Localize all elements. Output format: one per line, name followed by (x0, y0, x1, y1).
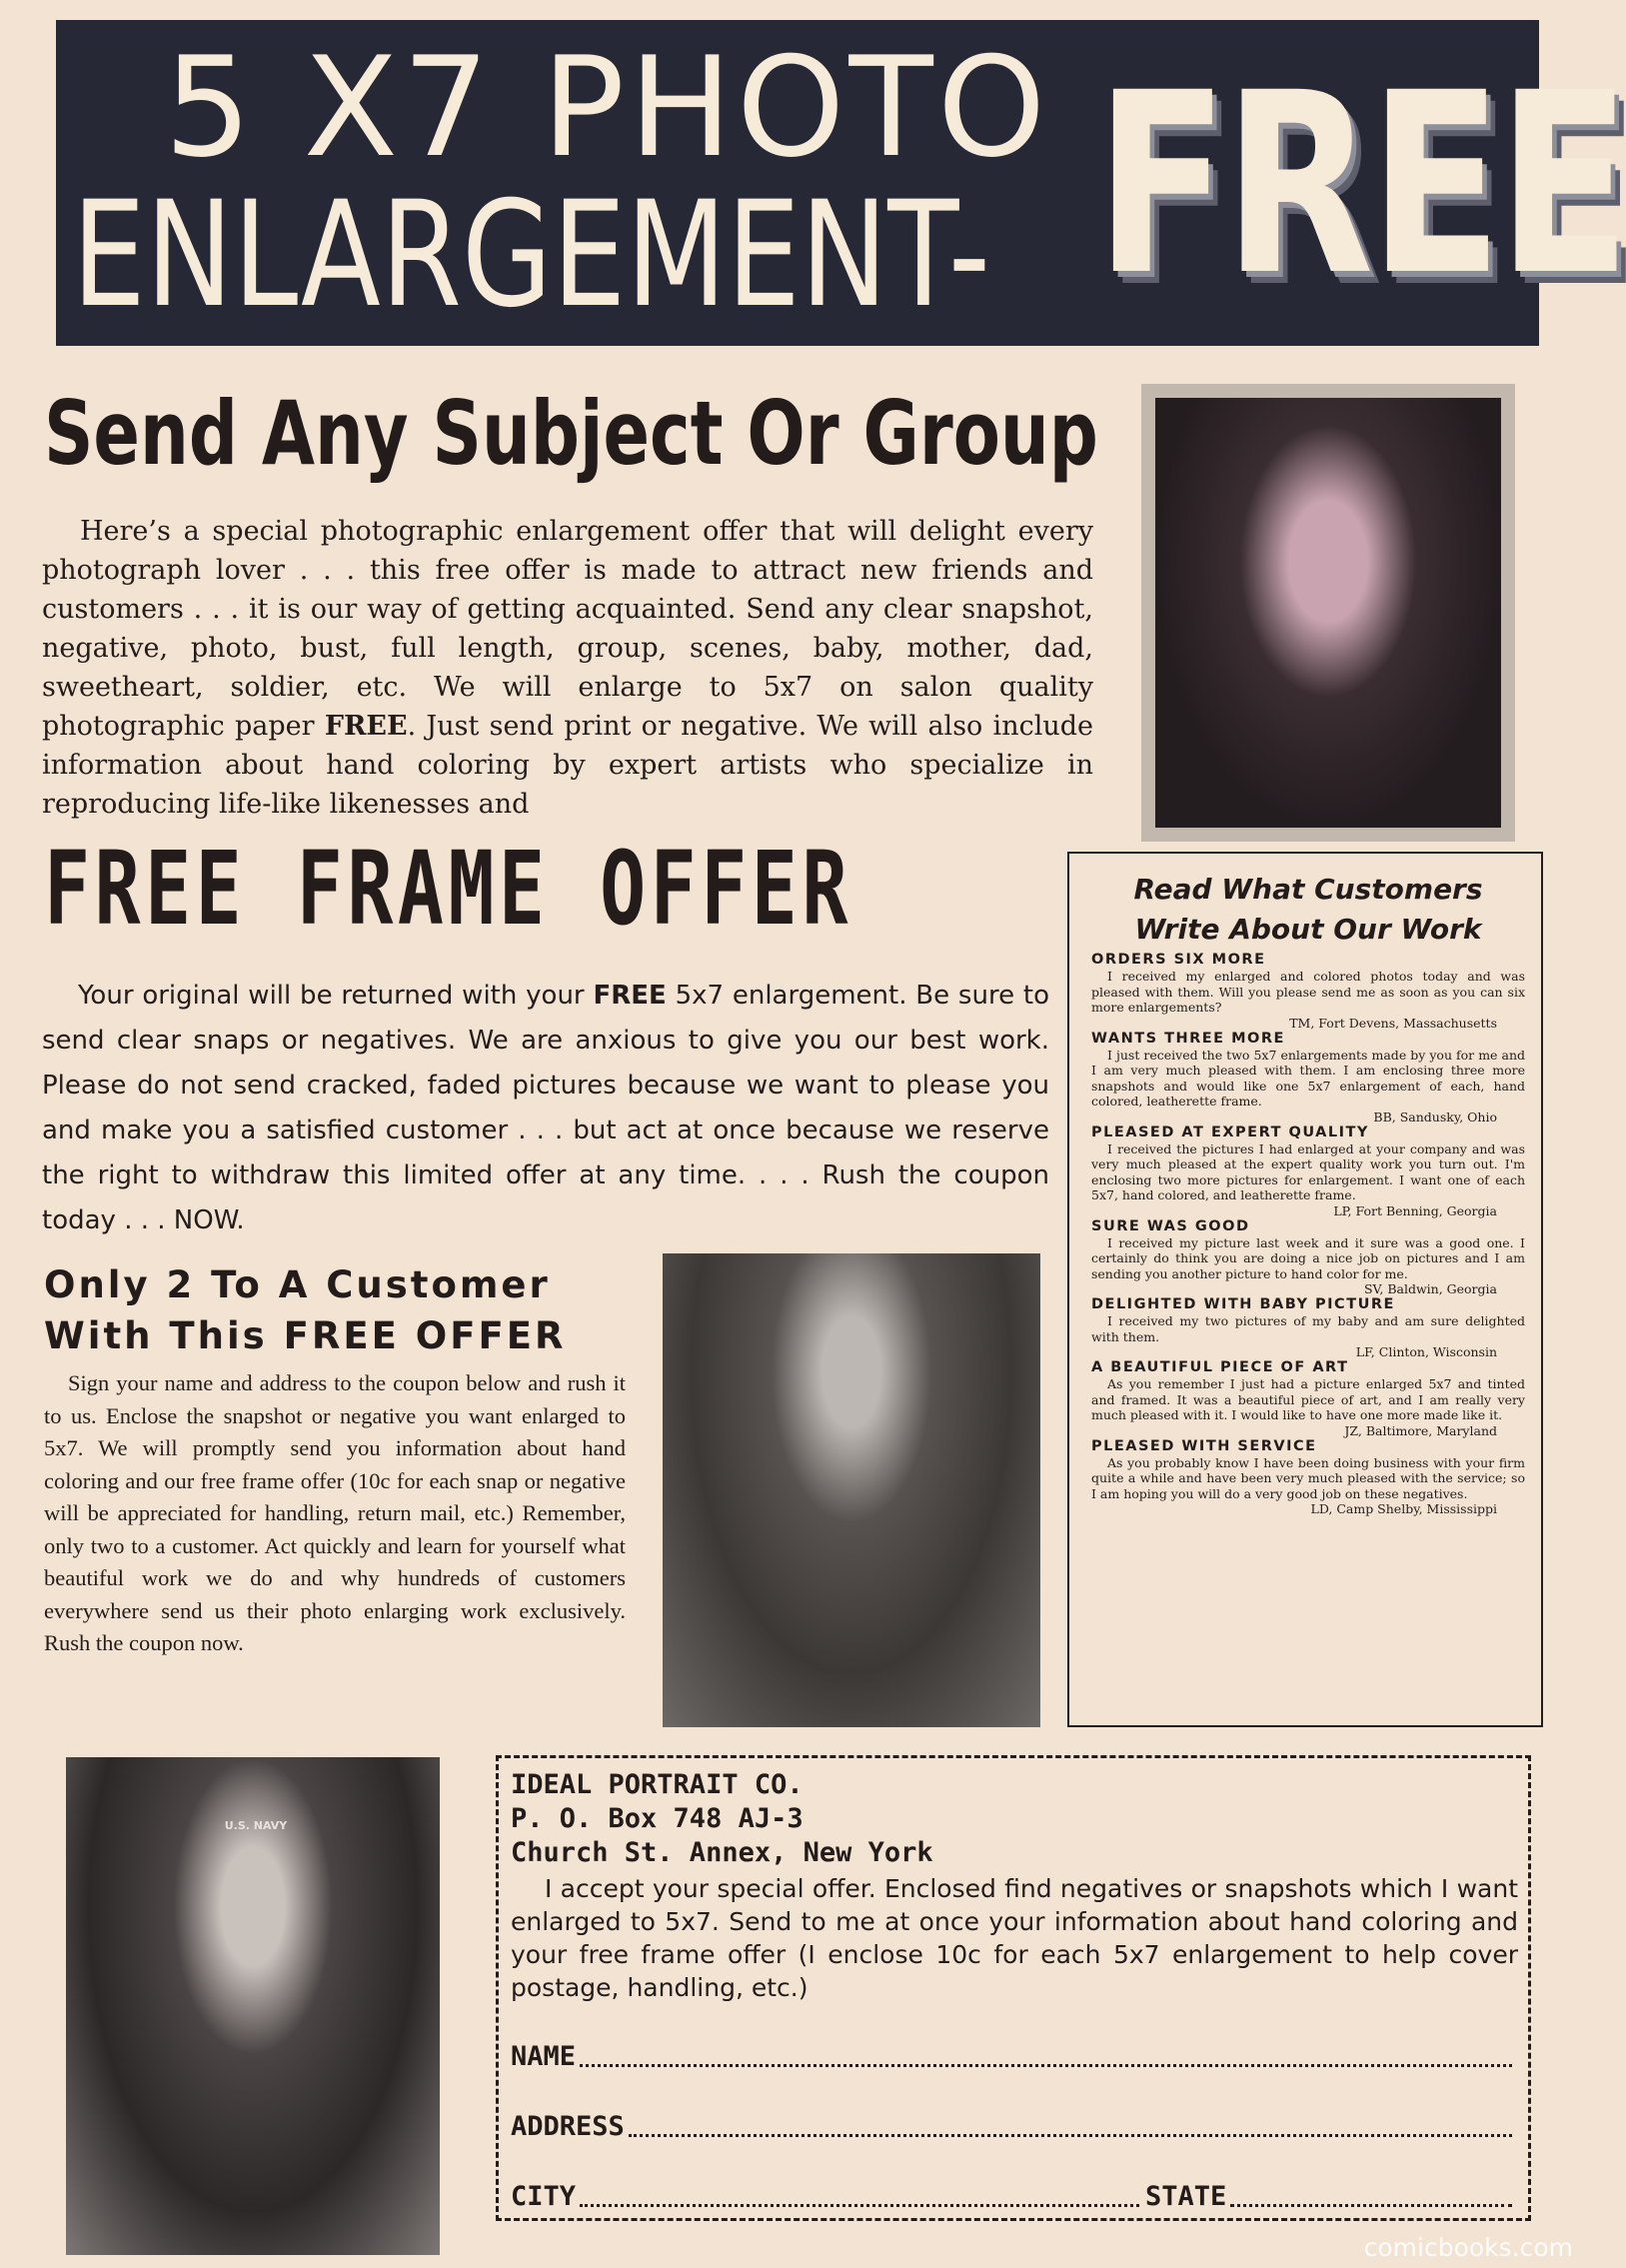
intro-text-a: Here’s a special photographic enlargement offer that will delight every photograph lover . . . this free offer is made to attract new friends and customers . . . it is our way of getting acquainted. Send any clear snapshot, negative, photo, bust, full length, group, scenes, baby, mother, dad, sweetheart, soldier, etc. We will enlarge to 5x7 on salon quality photographic paper (42, 516, 1093, 742)
address-fill-line[interactable] (629, 2133, 1512, 2137)
city-label: CITY (511, 2181, 577, 2212)
coupon-address: Church St. Annex, New York (511, 1837, 933, 1868)
only-two-text: Sign your name and address to the coupon below and rush it to us. Enclose the snapshot or negative you want enlarged to 5x7. We will promptly send you information about hand coloring and our free frame offer (10c for each snap or negative will be appreciated for handling, return mail, etc.) Remember, only two to a customer. Act quickly and learn for yourself what beautiful work we do and why hundreds of customers everywhere send us their photo enlarging work exclusively. Rush the coupon now. (44, 1370, 626, 1655)
testimonial-body: I received my picture last week and it sure was a good one. I certainly do think you are doing a nice job on pictures and I am sending you another picture to hand color for me. (1091, 1234, 1525, 1281)
testimonial-body: As you probably know I have been doing business with your firm quite a while and have been very much pleased with the service; so I am hoping you will do a very good job on these negatives. (1091, 1454, 1525, 1501)
testimonial-item (1091, 1125, 1525, 1218)
name-label: NAME (511, 2041, 577, 2072)
only-two-heading-line-1: Only 2 To A Customer (44, 1263, 551, 1306)
testimonial-title: ORDERS SIX MORE (1091, 952, 1266, 968)
testimonial-item (1091, 952, 1525, 1031)
framed-portrait-woman (1141, 384, 1515, 842)
frame-text-bold: FREE (593, 981, 667, 1011)
free-frame-offer-heading: FREE FRAME OFFER (44, 830, 852, 949)
testimonials-heading-line-1: Read What Customers (1133, 873, 1483, 906)
city-fill-line[interactable] (580, 2203, 1139, 2207)
frame-offer-paragraph (42, 974, 1049, 1243)
only-two-heading (44, 1259, 624, 1361)
frame-text-a: Your original will be returned with your (78, 981, 594, 1011)
coupon-name-field[interactable] (511, 2040, 1518, 2074)
coupon-text: I accept your special offer. Enclosed find negatives or snapshots which I want enlarged to 5x7. Send to me at once your information about hand coloring and your free frame offer (I enclose 10c for each 5x7 enlargement to help cover postage, handling, etc.) (511, 1874, 1518, 2002)
testimonial-item (1091, 1218, 1525, 1297)
send-any-subject-heading: Send Any Subject Or Group (44, 382, 1098, 485)
testimonial-body: I received my two pictures of my baby and am sure delighted with them. (1091, 1313, 1525, 1344)
only-two-paragraph (44, 1367, 626, 1660)
testimonial-signature: BB, Sandusky, Ohio (1373, 1109, 1497, 1125)
testimonials-heading-line-2: Write About Our Work (1134, 913, 1482, 946)
testimonial-title: DELIGHTED WITH BABY PICTURE (1091, 1296, 1395, 1312)
intro-paragraph (42, 512, 1093, 824)
frame-text-b: 5x7 enlargement. Be sure to send clear snaps or negatives. We are anxious to give you our best work. Please do not send cracked, faded pictures because we want to please you and make you a satisfied customer . . . but act at once because we reserve the right to withdraw this limited offer at any time. . . . Rush the coupon today . . . NOW. (42, 981, 1049, 1235)
testimonial-title: WANTS THREE MORE (1091, 1030, 1285, 1047)
name-fill-line[interactable] (580, 2063, 1512, 2067)
banner-free-lettering: FREE (1095, 39, 1626, 330)
address-label: ADDRESS (511, 2111, 625, 2142)
coupon-company-name: IDEAL PORTRAIT CO. (511, 1769, 804, 1800)
order-coupon[interactable] (496, 1755, 1531, 2221)
testimonials-heading (1091, 870, 1525, 950)
testimonial-body: I just received the two 5x7 enlargements made by you for me and I am very much pleased with them. I am enclosing three more snapshots and would like one 5x7 enlargement of each, hand colored, leatherette frame. (1091, 1047, 1525, 1109)
intro-text-bold: FREE (324, 711, 408, 742)
coupon-city-state-field[interactable] (511, 2180, 1518, 2214)
headline-banner (56, 20, 1626, 346)
only-two-heading-line-2: With This FREE OFFER (44, 1314, 567, 1357)
testimonial-item (1091, 1438, 1525, 1517)
banner-line-1: 5 X7 PHOTO (164, 27, 1050, 188)
soldier-portrait-photo (663, 1253, 1040, 1727)
state-label: STATE (1145, 2181, 1227, 2212)
testimonial-title: SURE WAS GOOD (1091, 1217, 1250, 1234)
testimonial-item (1091, 1359, 1525, 1438)
testimonial-body: I received my enlarged and colored photos today and was pleased with them. Will you please send me as soon as you can six more enlargements? (1091, 969, 1525, 1015)
testimonial-title: PLEASED WITH SERVICE (1091, 1437, 1317, 1454)
testimonial-title: PLEASED AT EXPERT QUALITY (1091, 1124, 1369, 1140)
testimonial-body: As you remember I just had a picture enlarged 5x7 and tinted and framed. It was a beautiful piece of art, and I am really very much pleased with it. I would like to have one more made like it. (1091, 1376, 1525, 1422)
testimonial-title: A BEAUTIFUL PIECE OF ART (1091, 1359, 1349, 1375)
coupon-address-field[interactable] (511, 2110, 1518, 2144)
testimonial-signature: LD, Camp Shelby, Mississippi (1310, 1501, 1497, 1516)
testimonial-body: I received the pictures I had enlarged at your company and was very much pleased at the expert quality work you turn out. I'm enclosing two more pictures for enlargement. I want one of each 5x7, hand colored, and leatherette frame. (1091, 1140, 1525, 1202)
intro-text-b: . Just send print or negative. We will also include information about hand coloring by expert artists who specialize in reproducing life-like likenesses and (42, 711, 1093, 820)
testimonial-signature: TM, Fort Devens, Massachusetts (1289, 1015, 1497, 1031)
sailor-cap-lettering: U.S. NAVY (224, 1819, 288, 1832)
testimonial-signature: SV, Baldwin, Georgia (1363, 1281, 1497, 1296)
banner-line-2: ENLARGEMENT- (72, 170, 991, 340)
testimonial-signature: JZ, Baltimore, Maryland (1344, 1422, 1497, 1438)
sailor-portrait-photo (66, 1757, 440, 2255)
coupon-po-box: P. O. Box 748 AJ-3 (511, 1803, 804, 1834)
testimonials-box (1067, 852, 1543, 1727)
testimonial-item (1091, 1031, 1525, 1125)
testimonial-signature: LF, Clinton, Wisconsin (1355, 1344, 1497, 1359)
testimonial-signature: LP, Fort Benning, Georgia (1333, 1202, 1497, 1218)
site-watermark: comicbooks.com (1363, 2233, 1573, 2262)
testimonial-item (1091, 1296, 1525, 1359)
coupon-paragraph (511, 1872, 1518, 2004)
state-fill-line[interactable] (1230, 2203, 1512, 2207)
